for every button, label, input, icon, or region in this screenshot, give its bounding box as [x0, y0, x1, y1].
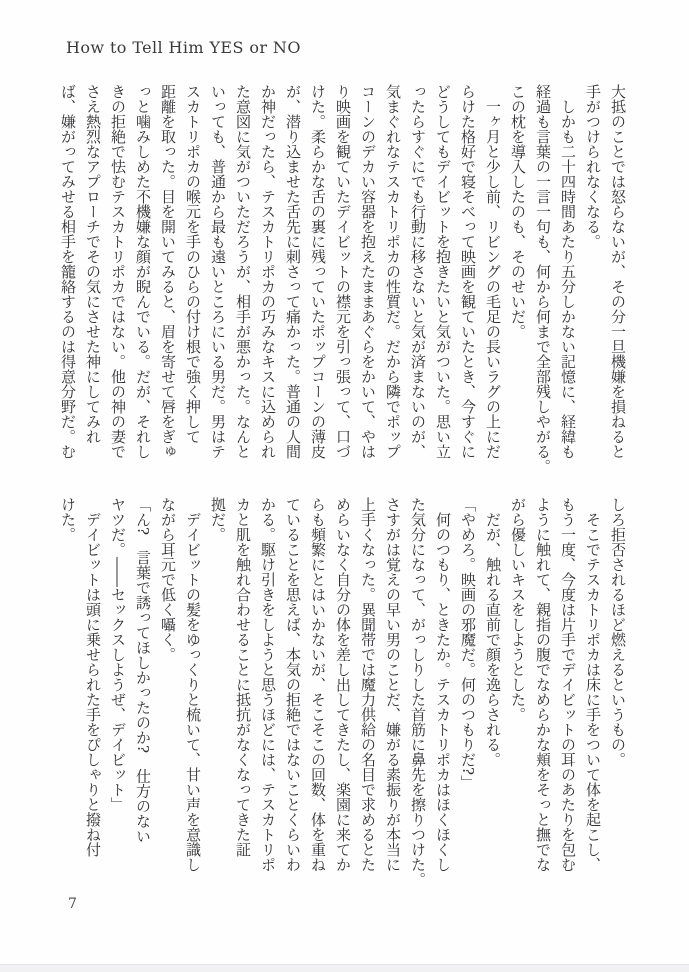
text-line: がら優しいキスをしようとした。 [509, 497, 527, 722]
page-bottom-edge [0, 964, 689, 972]
text-line: どうしてもデイビットを抱きたいと気がついた。思い立 [434, 84, 452, 459]
text-line: もう一度、今度は片手でデイビットの耳のあたりを包む [559, 497, 577, 872]
text-line: 何のつもり、ときたか。テスカトリポカはほくほくし [434, 497, 452, 872]
text-line: しろ拒否されるほど燃えるというもの。 [609, 497, 627, 767]
text-line: カと肌を触れ合わせることに抵抗がなくなってきた証 [234, 497, 252, 857]
text-line: コーンのデカい容器を抱えたままあぐらをかいて、やは [359, 84, 377, 459]
text-line: 手がつけられなくなる。 [584, 84, 602, 249]
text-line: 上手くなった。異聞帯では魔力供給の名目で求めるとた [359, 497, 377, 872]
text-line: さえ熱烈なアプローチでその気にさせた神にしてみれ [84, 84, 102, 444]
text-line: きの拒絶で怯むテスカトリポカではない。他の神の妻で [109, 84, 127, 459]
text-line: この枕を導入したのも、そのせいだ。 [509, 84, 527, 339]
text-line: ヤツだ。――セックスしようぜ、デイビット」 [109, 497, 127, 812]
text-line: 経過も言葉の一言一句も、何から何まで全部残しやがる。 [534, 84, 552, 474]
text-line: そこでテスカトリポカは床に手をついて体を起こし、 [584, 497, 602, 872]
upper-text-block [55, 84, 630, 474]
text-line: ていることを思えば、本気の拒絶ではないことくらいわ [284, 497, 302, 872]
text-line: か神だったら、テスカトリポカの巧みなキスに込められ [259, 84, 277, 459]
text-line: らも頻繁にとはいかないが、そこそこの回数、体を重ね [309, 497, 327, 872]
text-line: 拠だ。 [209, 497, 227, 542]
text-line: デイビットは頭に乗せられた手をぴしゃりと撥ね付 [84, 497, 102, 857]
text-line: デイビットの髪をゆっくりと梳いて、甘い声を意識し [184, 497, 202, 872]
text-line: ように触れて、親指の腹でなめらかな頬をそっと撫でな [534, 497, 552, 872]
text-line: らけた格好で寝そべって映画を観ていたとき、今すぐに [459, 84, 477, 459]
text-line: めらいなく自分の体を差し出してきたし、楽園に来てか [334, 497, 352, 872]
text-line: っと噛みしめた不機嫌な顔が睨んでいる。だが、それし [134, 84, 152, 459]
text-line: り映画を観ていたデイビットの襟元を引っ張って、口づ [334, 84, 352, 459]
text-line: 一ヶ月と少し前、リビングの毛足の長いラグの上にだ [484, 84, 502, 459]
text-line: かる。駆け引きをしようと思うほどには、テスカトリポ [259, 497, 277, 872]
page-number: 7 [68, 896, 77, 912]
text-line: ば、嫌がってみせる相手を籠絡するのは得意分野だ。む [59, 84, 77, 459]
text-line: けた。 [59, 497, 77, 542]
text-line: 「やめろ。映画の邪魔だ。何のつもりだ?」 [459, 497, 477, 791]
text-line: いっても、普通から最も遠いところにいる男だ。男はテ [209, 84, 227, 459]
running-header-title: How to Tell Him YES or NO [66, 38, 301, 57]
lower-text-block [55, 497, 630, 887]
text-line: 大抵のことでは怒らないが、その分一旦機嫌を損ねると [609, 84, 627, 459]
text-line: 「ん? 言葉で誘ってほしかったのか? 仕方のない [134, 497, 152, 844]
text-line: ながら耳元で低く囁く。 [159, 497, 177, 662]
text-line: スカトリポカの喉元を手のひらの付け根で強く押して [184, 84, 202, 444]
text-line: ったらすぐにでも行動に移さないと気が済まないのが、 [409, 84, 427, 459]
text-line: た気分になって、がっしりした首筋に鼻先を擦りつけた。 [409, 497, 427, 887]
text-line: 距離を取った。目を開いてみると、眉を寄せて唇をぎゅ [159, 84, 177, 459]
text-line: 気まぐれなテスカトリポカの性質だ。だから隣でポップ [384, 84, 402, 459]
text-line: だが、触れる直前で顔を逸らされる。 [484, 497, 502, 767]
text-line: た意図に気がついただろうが、相手が悪かった。なんと [234, 84, 252, 459]
text-line: が、潜り込ませた舌先に刺さって痛かった。普通の人間 [284, 84, 302, 459]
text-line: しかも二十四時間あたり五分しかない記憶に、経緯も [559, 84, 577, 459]
text-line: けた。柔らかな舌の裏に残っていたポップコーンの薄皮 [309, 84, 327, 459]
text-line: さすがは覚えの早い男のことだ、嫌がる素振りが本当に [384, 497, 402, 872]
